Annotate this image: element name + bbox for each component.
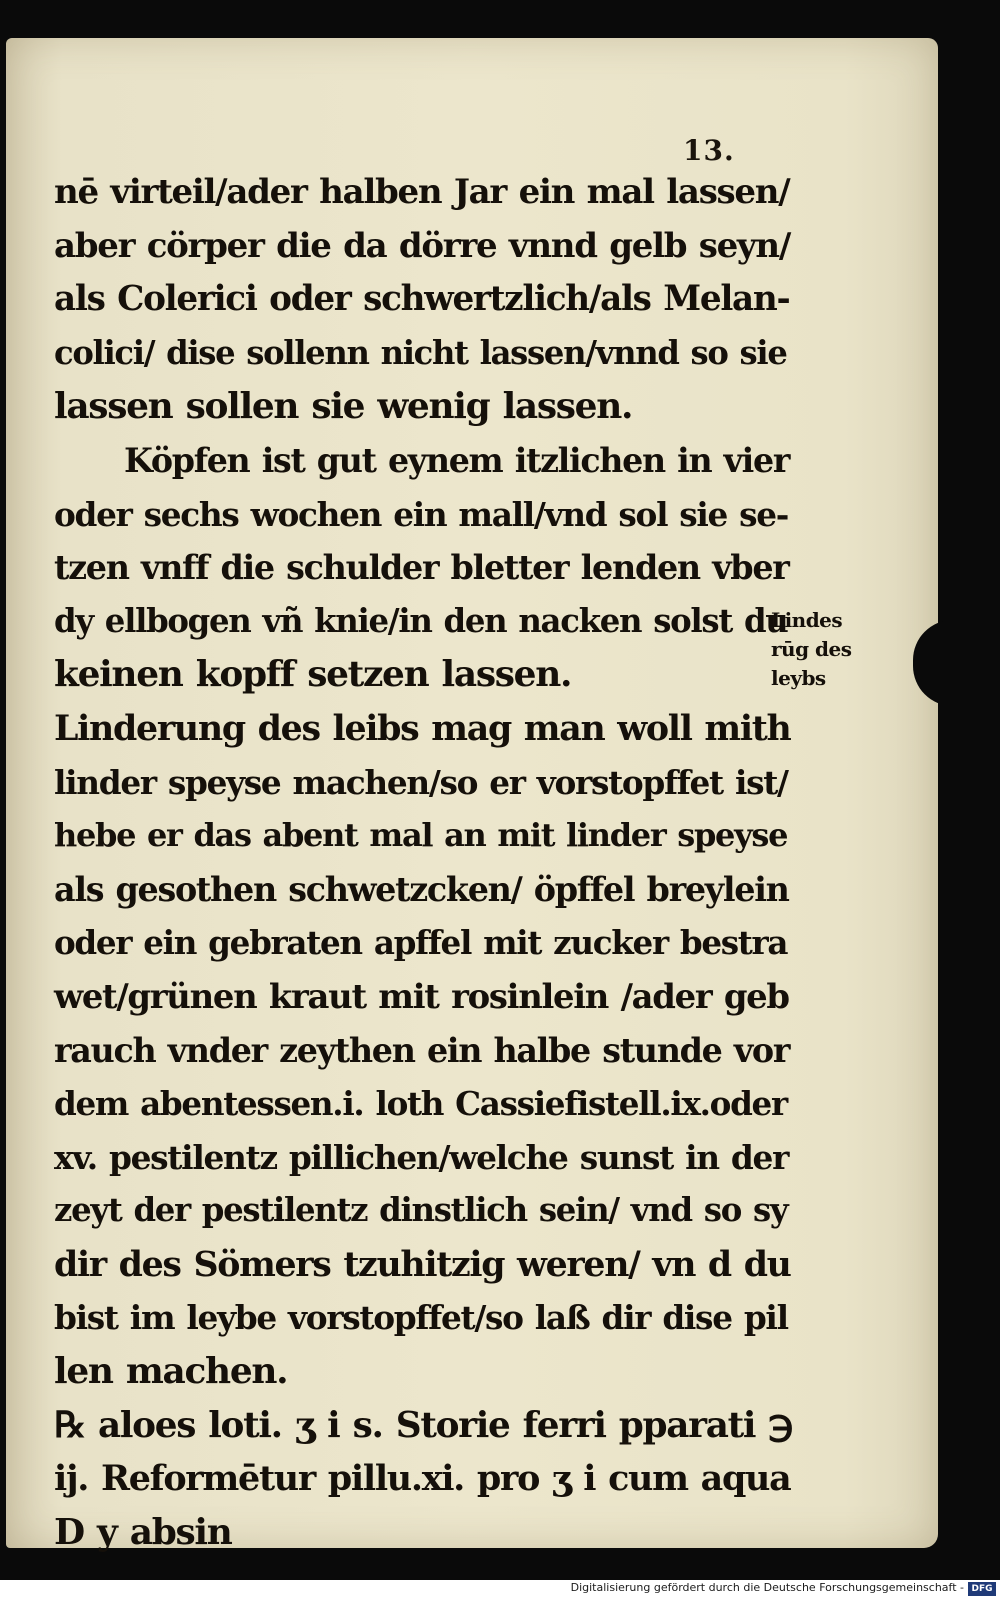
text-line: zeyt der pestilentz dinstlich sein/ vnd so sy (54, 1191, 788, 1230)
text-line: dem abentessen.i. loth Cassiefistell.ix.oder (54, 1084, 787, 1124)
text-line: dy ellbogen vñ knie/in den nacken solst du (54, 601, 788, 640)
marginal-note (771, 606, 891, 693)
text-line: lassen sollen sie wenig lassen. (54, 385, 633, 428)
text-line: linder speyse machen/so er vorstopffet ist/ (54, 762, 788, 802)
text-line: oder ein gebraten apffel mit zucker bestra (54, 923, 788, 963)
body-text (54, 166, 794, 1559)
text-line: wet/grünen kraut mit rosinlein /ader geb (54, 975, 789, 1016)
text-line: xv. pestilentz pillichen/welche sunst in der (54, 1137, 789, 1177)
text-line: Linderung des leibs mag man woll mith (54, 707, 791, 749)
text-line: ℞ aloes loti. ʒ i s. Storie ferri pparati ℈ (54, 1403, 792, 1446)
text-line: tzen vnff die schulder bletter lenden vber (54, 548, 789, 588)
text-line: dir des Sömers tzuhitzig weren/ vn d du (54, 1243, 791, 1285)
text-line: Köpfen ist gut eynem itzlichen in vier (124, 440, 790, 480)
text-line: aber cörper die da dörre vnnd gelb seyn/ (54, 225, 790, 266)
text-line: ij. Reformētur pillu.xi. pro ʒ i cum aqua (54, 1458, 791, 1500)
text-line: D y absin (54, 1510, 232, 1553)
text-line: nē virteil/ader halben Jar ein mal lassen/ (54, 172, 790, 212)
marginal-note-line: Lindes (771, 608, 843, 632)
footer-credit: Digitalisierung gefördert durch die Deutsche Forschungsgemeinschaft - (570, 1581, 964, 1594)
text-line: len machen. (54, 1350, 288, 1393)
folio-number: 13. (683, 134, 735, 167)
text-line: als Colerici oder schwertzlich/als Melan- (54, 279, 790, 320)
text-line: colici/ dise sollenn nicht lassen/vnnd so sie (54, 333, 787, 372)
book-page (6, 38, 938, 1553)
marginal-note-line: leybs (771, 666, 826, 690)
footer-bar (0, 1580, 1000, 1598)
text-line: rauch vnder zeythen ein halbe stunde vor (54, 1030, 790, 1070)
text-line: oder sechs wochen ein mall/vnd sol sie se- (54, 494, 789, 534)
dfg-logo: DFG (968, 1582, 996, 1596)
text-line: keinen kopff setzen lassen. (54, 653, 572, 696)
text-line: als gesothen schwetzcken/ öpffel breylein (54, 869, 789, 909)
text-line: bist im leybe vorstopffet/so laß dir dise pil (54, 1298, 788, 1338)
marginal-note-line: rūg des (771, 637, 852, 661)
text-line: hebe er das abent mal an mit linder speyse (54, 816, 788, 855)
